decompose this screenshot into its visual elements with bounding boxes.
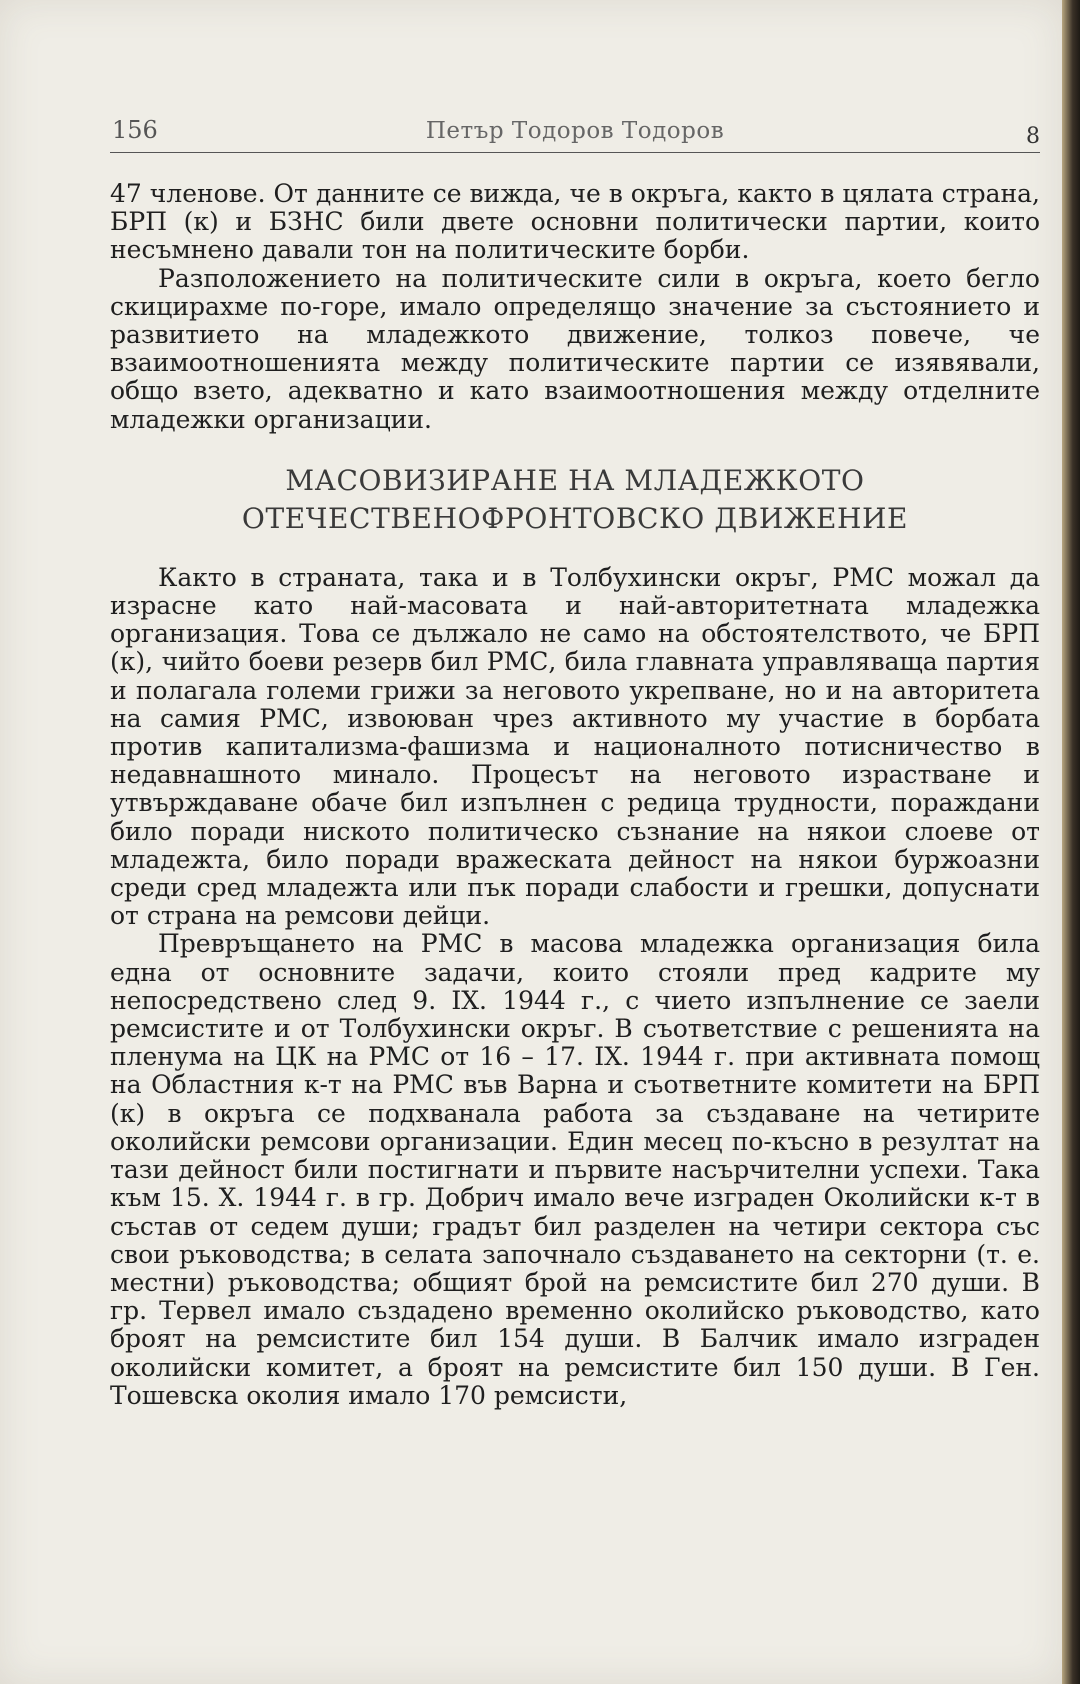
- paragraph-4: Превръщането на РМС в масова младежка организация била една от основните задачи, които стояли пред кадрите му непосредствено след 9. IX. 1944 г., с чието изпълнение се заели ремсистите и от Толбухински окръг. В съответствие с решенията на пленума на ЦК на РМС от 16 – 17. IX. 1944 г. при активната помощ на Областния к-т на РМС във Варна и съответните комитети на БРП (к) в окръга се подхванала работа за създаване на четирите околийски ремсови организации. Един месец по-късно в резултат на тази дейност били постигнати и първите насърчителни успехи. Така към 15. X. 1944 г. в гр. Добрич имало вече изграден Околийски к-т в състав от седем души; градът бил разделен на четири сектора със свои ръководства; в селата започнало създаването на секторни (т. е. местни) ръководства; общият брой на ремсистите бил 270 души. В гр. Тервел имало създадено временно околийско ръководство, като броят на ремсистите бил 154 души. В Балчик имало изграден околийски комитет, а броят на ремсистите бил 150 души. В Ген. Тошевска околия имало 170 ремсисти,: [110, 929, 1040, 1410]
- paragraph-1: 47 членове. От данните се вижда, че в окръга, както в цялата страна, БРП (к) и БЗНС били двете основни политически партии, които несъмнено давали тон на политическите борби.: [110, 179, 1040, 265]
- running-title: Петър Тодоров Тодоров: [425, 118, 725, 144]
- running-header: [110, 112, 1040, 153]
- book-spine-edge: [1062, 0, 1080, 1684]
- body-text: [110, 180, 1040, 1410]
- section-heading-line-2: ОТЕЧЕСТВЕНОФРОНТОВСКО ДВИЖЕНИЕ: [241, 501, 909, 535]
- paragraph-2: Разположението на политическите сили в окръга, което бегло скицирахме по-горе, имало определящо значение за състоянието и развитието на младежкото движение, толкоз повече, че взаимоотношенията между политическите партии се изявявали, общо взето, адекватно и като взаимоотношения между отделните младежки организации.: [110, 263, 1040, 434]
- page-number: 156: [112, 116, 158, 144]
- signature-mark: 8: [1026, 124, 1040, 149]
- paragraph-3: Както в страната, така и в Толбухински окръг, РМС можал да израсне като най-масовата и най-авторитетната младежка организация. Това се дължало не само на обстоятелството, че БРП (к), чийто боеви резерв бил РМС, била главната управляваща партия и полагала големи грижи за неговото укрепване, но и на авторитета на самия РМС, извоюван чрез активното му участие в борбата против капитализма-фашизма и националното потисничество в недавнашното минало. Процесът на неговото израстване и утвърждаване обаче бил изпълнен с редица трудности, пораждани било поради ниското политическо съзнание на някои слоеве от младежта, било поради вражеската дейност на някои буржоазни среди сред младежта или пък поради слабости и грешки, допуснати от страна на ремсови дейци.: [110, 562, 1040, 931]
- section-heading-line-1: МАСОВИЗИРАНЕ НА МЛАДЕЖКОТО: [285, 463, 865, 497]
- section-heading: [110, 462, 1040, 538]
